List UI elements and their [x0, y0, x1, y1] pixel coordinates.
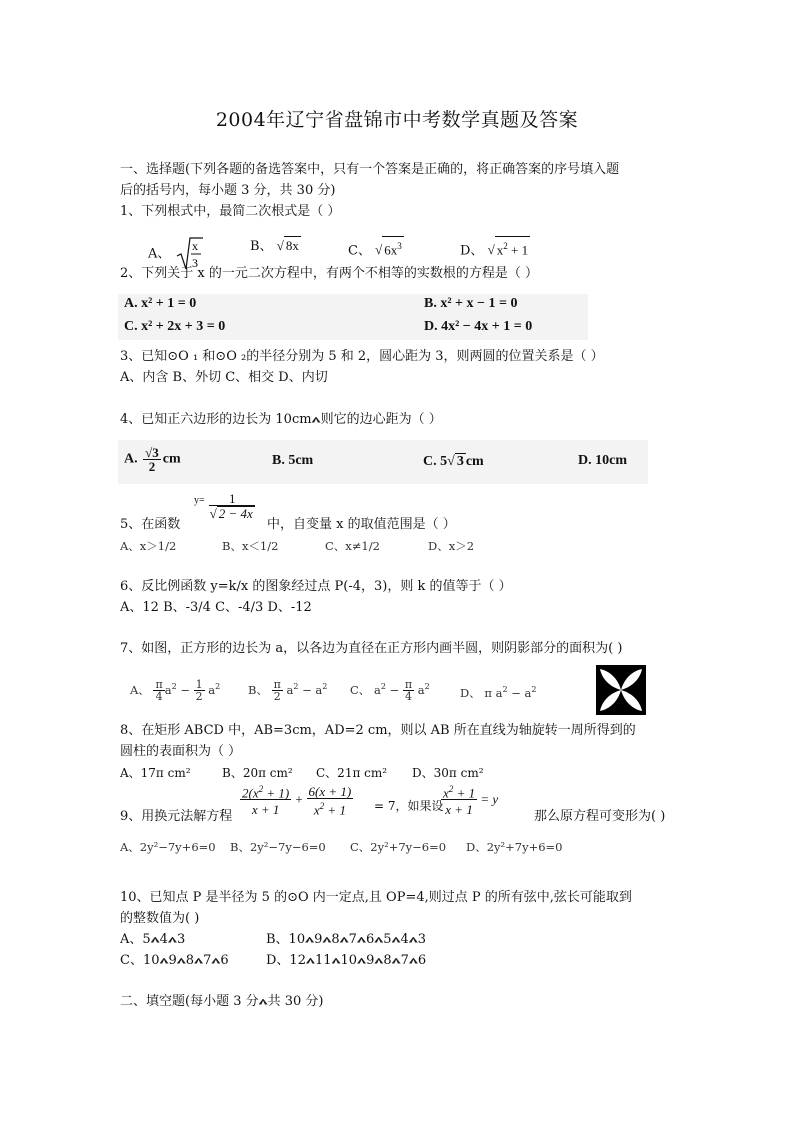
q5-stem-a: 5、在函数	[120, 517, 181, 532]
caret-icon	[357, 958, 366, 964]
q10-b-4: 6	[365, 932, 375, 947]
q10-option-d	[266, 952, 426, 970]
q7-square-figure	[596, 665, 646, 715]
q1-option-b	[250, 236, 301, 256]
q10-d-3: 9	[366, 953, 375, 968]
sqrt3-over-2: $\frac{√3}{2}$	[145, 445, 159, 474]
q10-option-a	[120, 931, 185, 949]
q7-option-a-label: A、	[130, 682, 150, 697]
caret-icon	[409, 958, 418, 964]
q4-stem-b: 则它的边心距为（ ）	[320, 412, 442, 427]
q4-option-b: B. 5cm	[272, 453, 314, 468]
caret-icon	[392, 937, 401, 943]
q10-d-4: 8	[383, 953, 392, 968]
svg-text:x: x	[191, 239, 198, 253]
q4-option-d: D. 10cm	[578, 453, 627, 468]
one-half: $\frac{1}{2}$	[195, 678, 203, 704]
q9-option-d: D、2y²+7y+6=0	[466, 840, 563, 854]
q10-option-b	[266, 931, 426, 949]
section2-heading-b: 共 30 分)	[267, 994, 324, 1009]
q5-option-c: C、x≠1/2	[325, 539, 380, 553]
q10-option-c	[120, 952, 229, 970]
pi-over-4-c: $\frac{\pi}{4}$	[404, 678, 413, 704]
section2-heading-a: 二、填空题(每小题 3 分	[120, 994, 259, 1009]
q4-stem-a: 4、已知正六边形的边长为 10cm	[120, 412, 312, 427]
caret-icon	[312, 417, 321, 423]
section1-heading: 一、选择题(下列各题的备选答案中，只有一个答案是正确的，将正确答案的序号填入题	[120, 162, 620, 177]
q9-option-b: B、2y²−7y−6=0	[230, 840, 326, 854]
caret-icon	[374, 958, 383, 964]
q10-a-2: 3	[176, 932, 186, 947]
q4-option-c	[423, 453, 484, 470]
q2-option-c: C. x² + 2x + 3 = 0	[124, 319, 226, 334]
q10-a-1: 4	[159, 932, 168, 947]
q7-option-c: C、 $a^2$ − $\frac{\pi}{4}$ $a^2$	[350, 678, 430, 704]
q7-option-b-label: B、	[248, 682, 268, 697]
q10-d-0: D、12	[266, 953, 306, 968]
q4-options-band	[118, 440, 648, 484]
q8-stem-2: 圆柱的表面积为（ ）	[120, 744, 242, 759]
q1-stem: 1、下列根式中，最简二次根式是（ ）	[120, 204, 341, 219]
q4-stem	[120, 411, 442, 429]
q5-formula-prefix: y=	[194, 494, 205, 506]
q2-option-d: D. 4x² − 4x + 1 = 0	[424, 319, 533, 334]
q1-option-d	[460, 236, 530, 260]
q3-options: A、内含 B、外切 C、相交 D、内切	[120, 370, 328, 385]
q7-option-b: B、 $\frac{\pi}{2}$ $a^2 - a^2$	[248, 678, 328, 704]
caret-icon	[305, 937, 314, 943]
q10-stem-2: 的整数值为( )	[120, 911, 200, 926]
q10-d-5: 7	[400, 953, 409, 968]
q10-b-1: 9	[314, 932, 323, 947]
q4-option-a-label: A.	[124, 451, 138, 467]
q10-c-4: 6	[220, 953, 229, 968]
q2-option-a: A. x² + 1 = 0	[124, 296, 197, 311]
svg-text:3: 3	[191, 256, 198, 270]
frac-2x2p1-over-xp1: $\frac{2(x^2 + 1)}{x + 1}$	[242, 784, 290, 818]
q10-b-6: 4	[400, 932, 409, 947]
q10-a-0: A、5	[120, 932, 151, 947]
q4-option-c-label: C. 5	[423, 454, 448, 469]
caret-icon	[306, 958, 315, 964]
pi-over-2: $\frac{\pi}{2}$	[273, 678, 281, 704]
q1-option-a-label: A、	[148, 246, 171, 262]
q2-stem: 2、下列关于 x 的一元二次方程中，有两个不相等的实数根的方程是（ ）	[120, 266, 538, 281]
sqrt3: √ 3	[447, 454, 464, 469]
q10-b-0: B、10	[266, 932, 306, 947]
q9-substitution: $\frac{x^2 + 1}{x + 1}$ = y	[443, 784, 499, 818]
q9-stem-a: 9、用换元法解方程	[120, 809, 233, 824]
frac-x2p1-over-xp1: $\frac{x^2 + 1}{x + 1}$	[443, 784, 476, 818]
q1-option-c	[348, 236, 404, 260]
caret-icon	[332, 958, 341, 964]
q1-option-d-label: D、	[460, 243, 484, 259]
q9-option-a: A、2y²−7y+6=0	[120, 840, 216, 854]
q10-stem: 10、已知点 P 是半径为 5 的⊙O 内一定点,且 OP=4,则过点 P 的所有弦中,弦长可能取到	[120, 890, 632, 905]
q10-c-3: 7	[203, 953, 212, 968]
caret-icon	[168, 937, 177, 943]
q8-stem: 8、在矩形 ABCD 中，AB=3cm，AD=2 cm，则以 AB 所在直线为轴旋转一周所得到的	[120, 723, 636, 738]
caret-icon	[392, 958, 401, 964]
caret-icon	[211, 958, 220, 964]
caret-icon	[194, 958, 203, 964]
q7-option-d: D、 π $a^2 - a^2$	[460, 685, 537, 700]
q5-stem-b: 中，自变量 x 的取值范围是（ ）	[267, 517, 456, 532]
caret-icon	[259, 999, 268, 1005]
q8-option-a: A、17π cm²	[120, 766, 191, 780]
q9-equation: $\frac{2(x^2 + 1)}{x + 1}$ + $\frac{6(x + 1)}{x^2 + 1}$	[242, 784, 352, 818]
q7-stem: 7、如图，正方形的边长为 a，以各边为直径在正方形内画半圆，则阴影部分的面积为( )	[120, 641, 623, 656]
q8-option-b: B、20π cm²	[222, 766, 293, 780]
q1-option-b-label: B、	[250, 239, 273, 254]
sqrt-6x3: √ $6x^3$	[375, 242, 404, 257]
q1-option-c-label: C、	[348, 243, 371, 259]
section1-heading-2: 后的括号内，每小题 3 分，共 30 分)	[120, 183, 336, 198]
sqrt-8x: √ 8x	[276, 238, 299, 253]
q4-option-a	[124, 446, 181, 473]
q9-option-c: C、2y²+7y−6=0	[350, 840, 447, 854]
q4-option-c-unit: cm	[465, 454, 484, 469]
frac-6xp1-over-x2p1: $\frac{6(x + 1)}{x^2 + 1}$	[308, 784, 352, 818]
caret-icon	[160, 958, 169, 964]
caret-icon	[357, 937, 366, 943]
caret-icon	[177, 958, 186, 964]
section2-heading	[120, 993, 324, 1011]
q4-option-a-unit: cm	[162, 451, 181, 467]
caret-icon	[322, 937, 331, 943]
q7-option-c-label: C、	[350, 682, 371, 697]
q10-b-5: 5	[383, 932, 392, 947]
q3-stem: 3、已知⊙O ₁ 和⊙O ₂的半径分别为 5 和 2，圆心距为 3，则两圆的位置关系是（ ）	[120, 349, 604, 364]
sqrt-x2-plus-1: √ $x^2 + 1$	[488, 242, 531, 257]
q10-b-2: 8	[331, 932, 340, 947]
q10-b-7: 3	[417, 932, 427, 947]
page-title: 2004年辽宁省盘锦市中考数学真题及答案	[215, 109, 579, 131]
caret-icon	[374, 937, 383, 943]
q10-c-1: 9	[168, 953, 177, 968]
q10-c-2: 8	[185, 953, 195, 968]
q6-stem: 6、反比例函数 y=k/x 的图象经过点 P(-4，3)，则 k 的值等于（ ）	[120, 579, 512, 594]
q5-option-d: D、x＞2	[428, 539, 475, 553]
q10-c-0: C、10	[120, 953, 160, 968]
q9-mid: = 7，如果设	[374, 799, 444, 813]
q2-option-b: B. x² + x − 1 = 0	[424, 296, 518, 311]
q5-formula	[194, 492, 257, 520]
q9-stem-b: 那么原方程可变形为( )	[534, 809, 666, 824]
q5-option-b: B、x＜1/2	[222, 539, 279, 553]
caret-icon	[151, 937, 160, 943]
q7-option-d-label: D、	[460, 685, 481, 700]
q8-option-c: C、21π cm²	[316, 766, 388, 780]
q10-d-6: 6	[417, 953, 427, 968]
one-over-sqrt-2-minus-4x: $\frac{1}{√ 2 - 4x}$	[208, 492, 257, 520]
q7-option-a: A、 $\frac{\pi}{4}$ $a^2$ − $\frac{1}{2}$ $a^2$	[130, 678, 221, 704]
q5-option-a: A、x＞1/2	[120, 539, 177, 553]
q8-option-d: D、30π cm²	[412, 766, 484, 780]
q10-d-2: 10	[340, 953, 358, 968]
pi-over-4: $\frac{\pi}{4}$	[155, 678, 163, 704]
caret-icon	[340, 937, 349, 943]
q10-b-3: 7	[348, 932, 357, 947]
caret-icon	[409, 937, 418, 943]
q6-options: A、12 B、-3/4 C、-4/3 D、-12	[120, 600, 312, 615]
q10-d-1: 11	[314, 953, 332, 968]
